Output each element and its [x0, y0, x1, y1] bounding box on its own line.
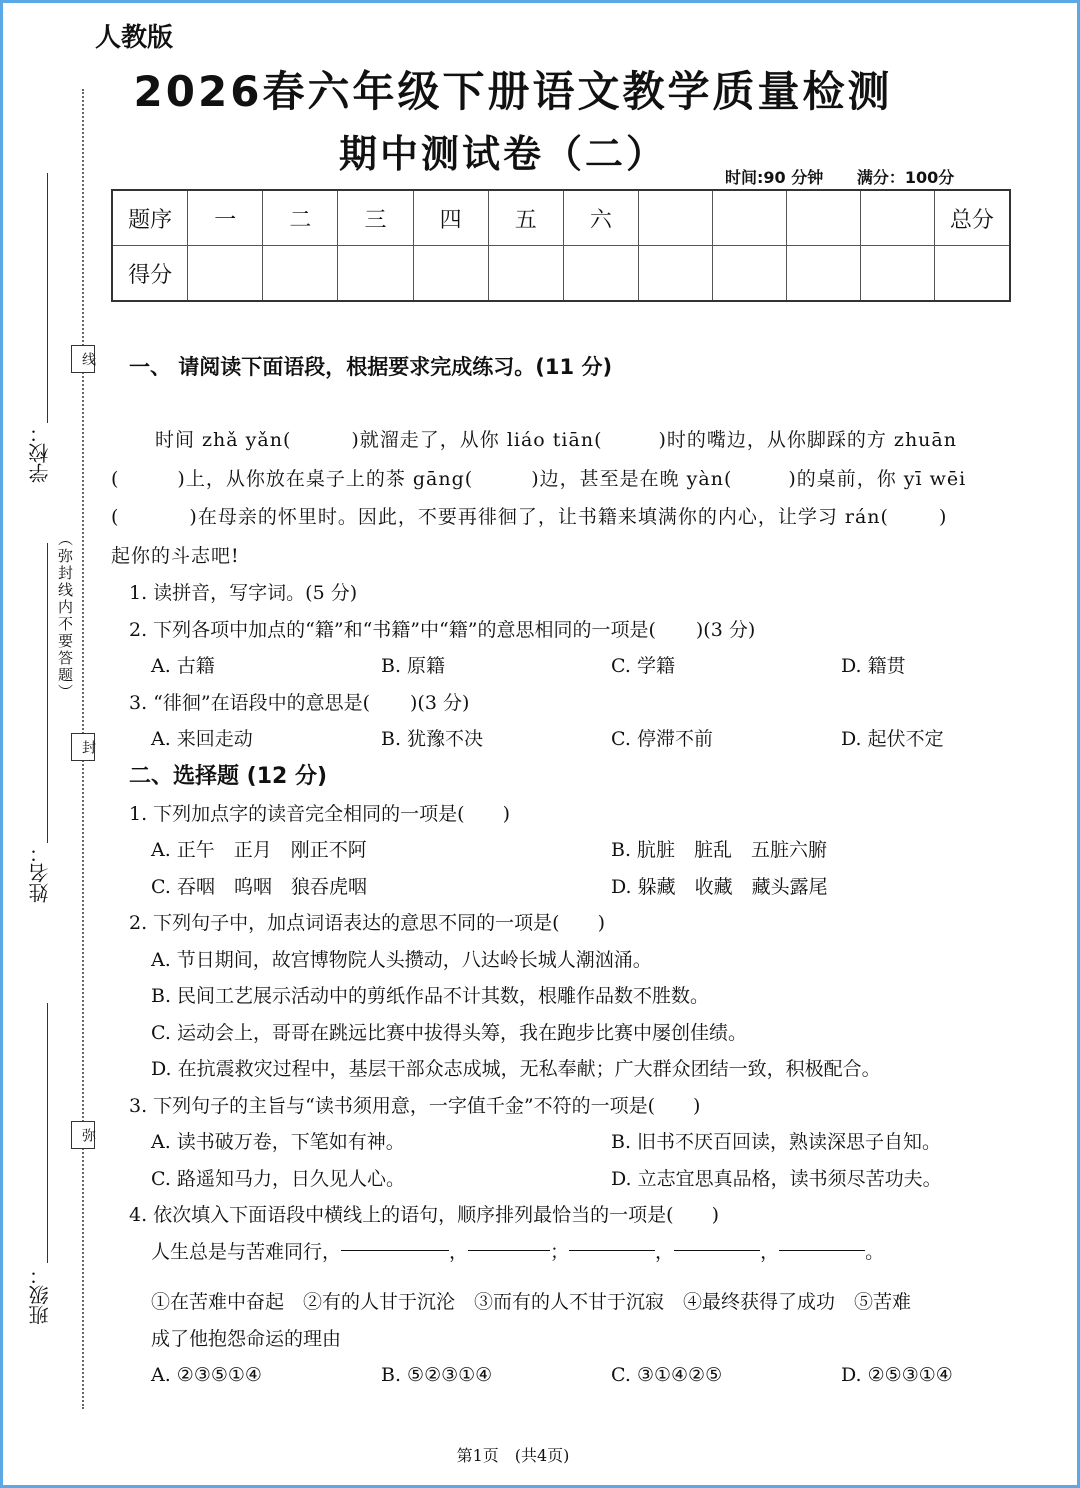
s2-q4-items — [151, 1284, 1071, 1357]
section2-heading: 二、选择题 (12 分) — [129, 763, 328, 789]
answer-blank[interactable] — [341, 1234, 449, 1251]
score-input-cell[interactable] — [860, 246, 934, 302]
answer-blank[interactable] — [889, 507, 939, 523]
s1-question-3-text: 3. “徘徊”在语段中的意思是( — [129, 691, 371, 714]
q4-items-line: ①在苦难中奋起 ②有的人甘于沉沦 ③而有的人不甘于沉寂 ④最终获得了成功 ⑤苦难 — [151, 1291, 912, 1313]
exam-subtitle: 期中测试卷（二） — [338, 132, 667, 176]
option[interactable]: A. 古籍 — [151, 655, 215, 677]
option[interactable]: D. 躲藏 收藏 藏头露尾 — [611, 875, 828, 898]
passage-part: )在母亲的怀里时。因此，不要再徘徊了，让书籍来填满你的内心，让学习 rán( — [189, 506, 889, 528]
s2-question-1: 1. 下列加点字的读音完全相同的一项是( ) — [129, 802, 510, 825]
answer-blank[interactable] — [473, 469, 531, 485]
exam-title: 2026春六年级下册语文教学质量检测 — [133, 67, 893, 116]
score-cell: 三 — [338, 190, 413, 246]
option[interactable]: B. 民间工艺展示活动中的剪纸作品不计其数，根雕作品数不胜数。 — [151, 985, 710, 1007]
answer-blank[interactable] — [732, 469, 788, 485]
option[interactable]: A. 正午 正月 刚正不阿 — [151, 839, 367, 861]
score-input-cell[interactable] — [934, 246, 1010, 302]
answer-blank[interactable] — [569, 1234, 655, 1251]
s2-q4-stem: 人生总是与苦难同行， ， ； ， ， 。 — [151, 1234, 1071, 1271]
option[interactable]: C. 停滞不前 — [611, 728, 713, 750]
s1-question-3-score: )(3 分) — [410, 691, 470, 714]
score-input-cell[interactable] — [263, 246, 338, 302]
exam-time: 时间:90 分钟 — [725, 168, 824, 187]
s2-question-4: 4. 依次填入下面语段中横线上的语句，顺序排列最恰当的一项是( ) — [129, 1204, 719, 1226]
passage-part: )时的嘴边，从你脚踩的方 zhuān — [658, 429, 957, 451]
option[interactable]: B. ⑤②③①④ — [381, 1364, 493, 1386]
score-cell: 一 — [188, 190, 263, 246]
answer-blank[interactable] — [779, 1234, 865, 1251]
passage-part: 时间 zhǎ yǎn( — [155, 429, 292, 451]
option[interactable]: C. ③①④②⑤ — [611, 1364, 723, 1386]
exam-meta — [725, 165, 982, 188]
exam-full-score: 满分：100分 — [856, 168, 955, 187]
answer-blank[interactable] — [119, 469, 177, 485]
school-label: 学校： — [28, 423, 52, 483]
option[interactable]: B. 犹豫不决 — [381, 728, 484, 750]
option[interactable]: D. 起伏不定 — [841, 728, 944, 750]
score-input-cell[interactable] — [638, 246, 712, 302]
option[interactable]: A. 来回走动 — [151, 728, 253, 750]
score-input-cell[interactable] — [786, 246, 860, 302]
option[interactable]: B. 旧书不厌百回读，熟读深思子自知。 — [611, 1131, 942, 1153]
score-cell: 总分 — [934, 190, 1010, 246]
score-cell — [786, 190, 860, 246]
passage-part: 起你的斗志吧! — [111, 544, 240, 567]
passage-part: )就溜走了，从你 liáo tiān( — [351, 429, 603, 451]
class-label: 班级： — [28, 1265, 52, 1325]
option[interactable]: B. 肮脏 脏乱 五脏六腑 — [611, 839, 828, 861]
s1-q3-options — [151, 721, 1071, 758]
option[interactable]: C. 路遥知马力，日久见人心。 — [151, 1167, 405, 1190]
score-input-cell[interactable] — [488, 246, 563, 302]
option[interactable]: A. ②③⑤①④ — [151, 1364, 262, 1386]
option[interactable]: D. 籍贯 — [841, 655, 906, 677]
option[interactable]: D. ②⑤③①④ — [841, 1364, 953, 1386]
passage-part: )的桌前，你 yī wēi — [788, 467, 967, 490]
binding-mark-bind: 弥 — [71, 1121, 95, 1149]
passage-part: ( — [111, 467, 120, 490]
s1-question-2-text: 2. 下列各项中加点的“籍”和“书籍”中“籍”的意思相同的一项是( — [129, 618, 656, 641]
s2-q2-options — [151, 942, 1071, 1088]
score-input-cell[interactable] — [563, 246, 638, 302]
score-row-label: 得分 — [112, 246, 188, 302]
name-label: 姓名： — [28, 843, 52, 903]
score-input-cell[interactable] — [188, 246, 263, 302]
s1-q2-options — [151, 648, 1071, 685]
option[interactable]: C. 吞咽 呜咽 狼吞虎咽 — [151, 875, 367, 898]
score-cell — [860, 190, 934, 246]
s1-question-2-score: )(3 分) — [695, 618, 756, 641]
answer-blank[interactable] — [602, 430, 658, 446]
s1-question-2 — [129, 612, 1071, 649]
score-cell: 题序 — [112, 190, 188, 246]
passage-part: ( — [111, 506, 120, 528]
option[interactable]: C. 学籍 — [611, 655, 675, 677]
edition-label: 人教版 — [95, 23, 174, 53]
answer-blank[interactable] — [119, 507, 189, 523]
section1-heading: 一、 请阅读下面语段，根据要求完成练习。(11 分) — [129, 355, 613, 379]
s2-q1-options — [151, 832, 1071, 905]
s1-question-3 — [129, 685, 1071, 722]
s2-q3-options — [151, 1124, 1071, 1197]
score-input-cell[interactable] — [338, 246, 413, 302]
passage-part: ) — [938, 506, 948, 528]
score-cell: 二 — [263, 190, 338, 246]
score-cell: 五 — [488, 190, 563, 246]
score-table — [111, 189, 1011, 302]
option[interactable]: D. 立志宜思真品格，读书须尽苦功夫。 — [611, 1167, 942, 1190]
s2-question-2: 2. 下列句子中，加点词语表达的意思不同的一项是( ) — [129, 912, 605, 934]
option[interactable]: C. 运动会上，哥哥在跳远比赛中拔得头筹，我在跑步比赛中屡创佳绩。 — [151, 1021, 747, 1044]
class-input-line[interactable] — [47, 1003, 48, 1263]
option[interactable]: B. 原籍 — [381, 655, 446, 677]
answer-blank[interactable] — [291, 430, 351, 446]
reading-passage — [111, 421, 1071, 575]
score-cell — [638, 190, 712, 246]
score-cell: 六 — [563, 190, 638, 246]
name-input-line[interactable] — [47, 543, 48, 843]
binding-note: （弥封线内不要答题） — [56, 531, 74, 701]
page-number: 第1页 (共4页) — [456, 1446, 570, 1465]
score-cell — [712, 190, 786, 246]
passage-part: )边，甚至是在晚 yàn( — [531, 467, 733, 490]
s2-q4-options — [151, 1357, 1071, 1394]
q4-items-line: 成了他抱怨命运的理由 — [151, 1327, 342, 1350]
s2-question-3: 3. 下列句子的主旨与“读书须用意，一字值千金”不符的一项是( ) — [129, 1094, 701, 1117]
answer-blank[interactable] — [674, 1234, 760, 1251]
exam-content — [111, 343, 1071, 1394]
score-cell: 四 — [413, 190, 488, 246]
school-input-line[interactable] — [47, 173, 48, 423]
q4-stem-text: 人生总是与苦难同行， — [151, 1240, 342, 1263]
passage-part: )上，从你放在桌子上的茶 gāng( — [177, 467, 474, 490]
option[interactable]: A. 读书破万卷，下笔如有神。 — [151, 1131, 405, 1153]
option[interactable]: D. 在抗震救灾过程中，基层干部众志成城，无私奉献；广大群众团结一致，积极配合。 — [151, 1058, 881, 1080]
option[interactable]: A. 节日期间，故宫博物院人头攒动，八达岭长城人潮汹涌。 — [151, 948, 652, 971]
s1-question-1: 1. 读拼音，写字词。(5 分) — [129, 582, 358, 604]
answer-blank[interactable] — [468, 1234, 550, 1251]
score-table-score-row — [112, 246, 1010, 302]
binding-mark-line: 线 — [71, 345, 95, 373]
score-input-cell[interactable] — [413, 246, 488, 302]
score-table-header-row — [112, 190, 1010, 246]
score-input-cell[interactable] — [712, 246, 786, 302]
binding-mark-seal: 封 — [71, 733, 95, 761]
